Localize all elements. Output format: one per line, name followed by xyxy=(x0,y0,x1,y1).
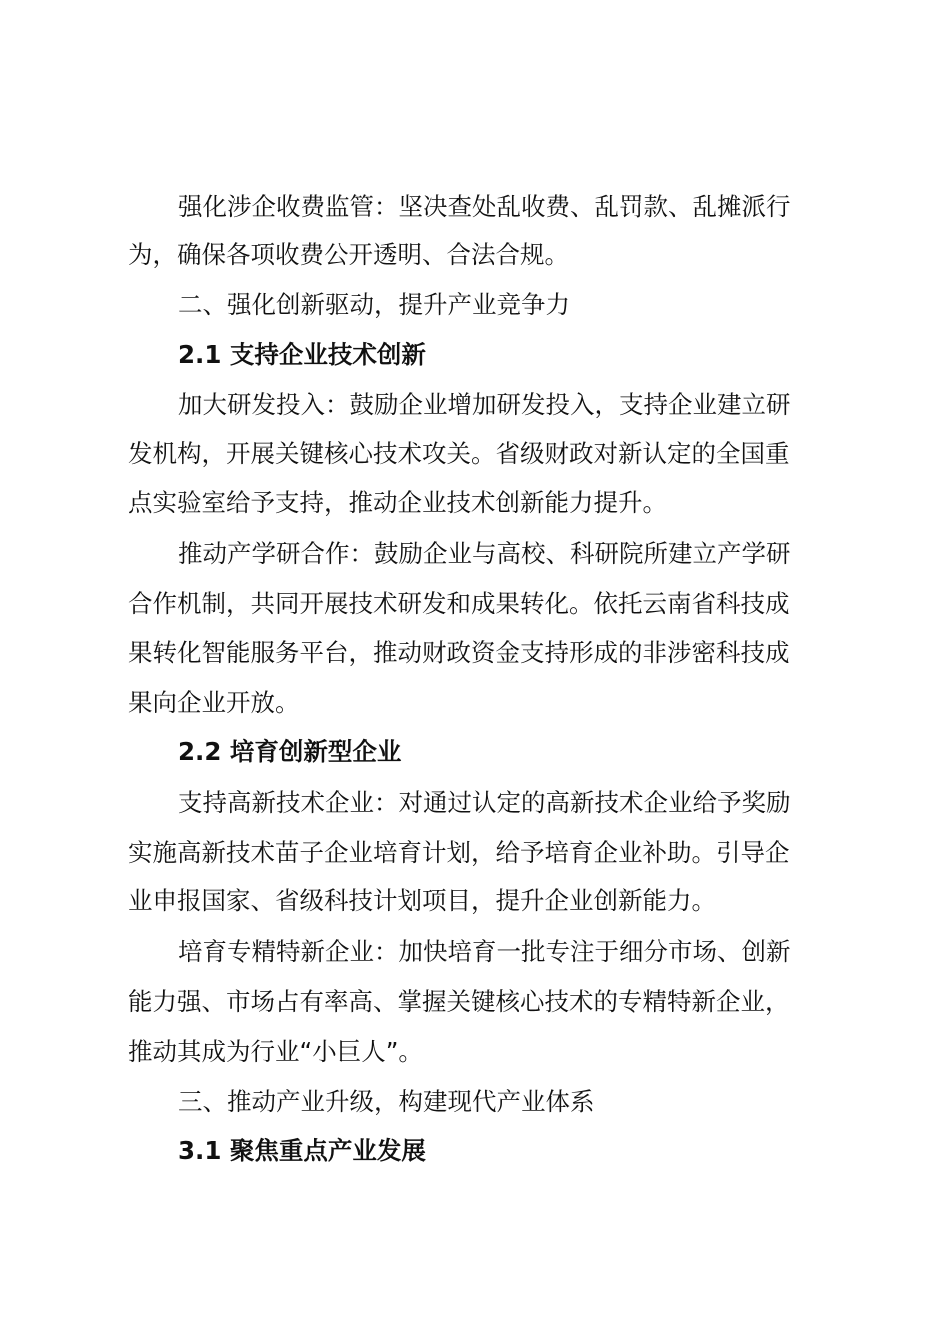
section-heading: 三、推动产业升级，构建现代产业体系 xyxy=(178,1087,595,1116)
paragraph-line: 强化涉企收费监管：坚决查处乱收费、乱罚款、乱摊派行 xyxy=(178,192,791,221)
paragraph-line: 推动产学研合作：鼓励企业与高校、科研院所建立产学研 xyxy=(178,539,791,568)
paragraph-line: 果向企业开放。 xyxy=(128,688,300,717)
paragraph-line: 果转化智能服务平台，推动财政资金支持形成的非涉密科技成 xyxy=(128,638,790,667)
paragraph-line: 支持高新技术企业：对通过认定的高新技术企业给予奖励 xyxy=(178,788,791,817)
subsection-heading: 2.2 培育创新型企业 xyxy=(178,737,402,766)
subsection-heading: 3.1 聚焦重点产业发展 xyxy=(178,1136,426,1165)
paragraph-line: 培育专精特新企业：加快培育一批专注于细分市场、创新 xyxy=(178,937,791,966)
paragraph-line: 为，确保各项收费公开透明、合法合规。 xyxy=(128,240,569,269)
section-heading: 二、强化创新驱动，提升产业竞争力 xyxy=(178,290,570,319)
paragraph-line: 加大研发投入：鼓励企业增加研发投入，支持企业建立研 xyxy=(178,390,791,419)
paragraph-line: 推动其成为行业“小巨人”。 xyxy=(128,1037,423,1066)
paragraph-line: 点实验室给予支持，推动企业技术创新能力提升。 xyxy=(128,488,667,517)
paragraph-line: 实施高新技术苗子企业培育计划，给予培育企业补助。引导企 xyxy=(128,838,790,867)
paragraph-line: 合作机制，共同开展技术研发和成果转化。依托云南省科技成 xyxy=(128,589,790,618)
paragraph-line: 发机构，开展关键核心技术攻关。省级财政对新认定的全国重 xyxy=(128,439,790,468)
paragraph-line: 业申报国家、省级科技计划项目，提升企业创新能力。 xyxy=(128,886,716,915)
paragraph-line: 能力强、市场占有率高、掌握关键核心技术的专精特新企业， xyxy=(128,987,790,1016)
subsection-heading: 2.1 支持企业技术创新 xyxy=(178,340,426,369)
